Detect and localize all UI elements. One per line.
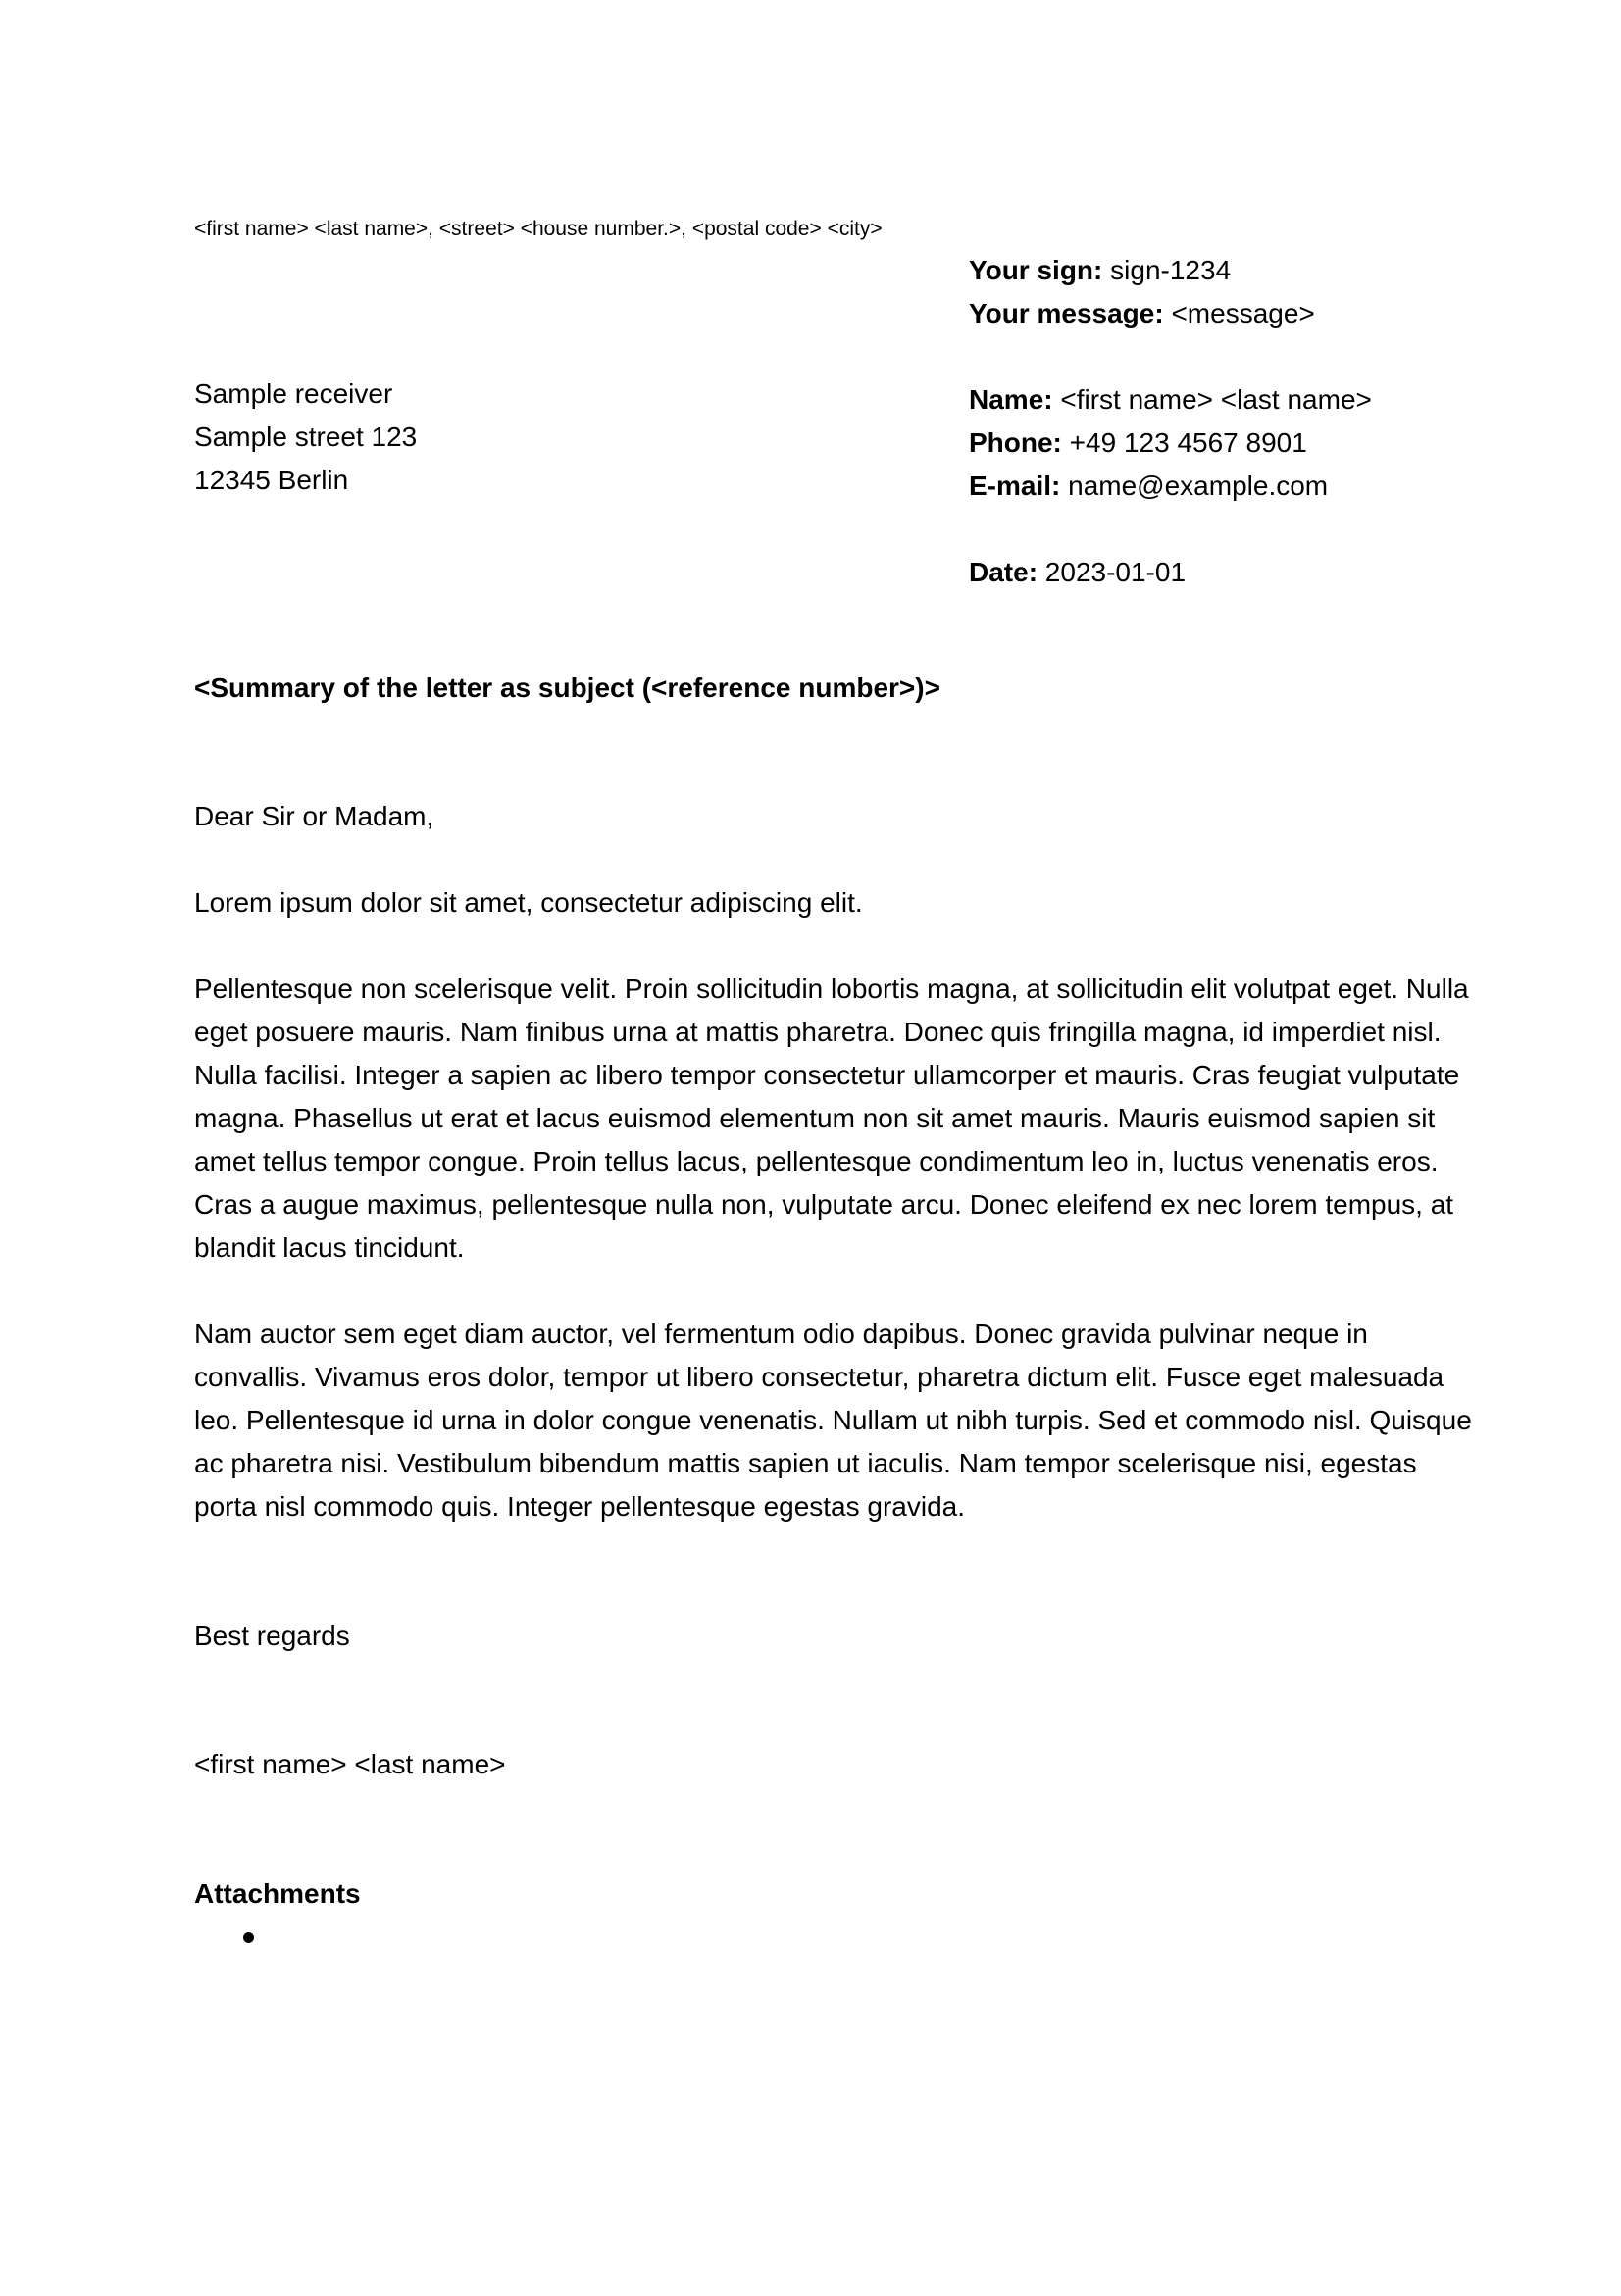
phone-row xyxy=(969,422,1372,465)
salutation: Dear Sir or Madam, xyxy=(194,801,434,831)
your-sign-value: sign-1234 xyxy=(1110,255,1232,285)
info-spacer xyxy=(969,335,1372,378)
closing: Best regards xyxy=(194,1621,350,1651)
attachments-heading: Attachments xyxy=(194,1878,361,1909)
bullet-icon xyxy=(243,1932,254,1943)
body-paragraph: Nam auctor sem eget diam auctor, vel fermentum odio dapibus. Donec gravida pulvinar neque in convallis. Vivamus eros dolor, tempor ut libero consectetur, pharetra dictum elit. Fusce eget malesuada leo. Pellentesque id urna in dolor congue venenatis. Nullam ut nibh turpis. Sed et commodo nisl. Quisque ac pharetra nisi. Vestibulum bibendum mattis sapien ut iaculis. Nam tempor scelerisque nisi, egestas porta nisl commodo quis. Integer pellentesque egestas gravida. xyxy=(194,1319,1472,1522)
your-message-label: Your message: xyxy=(969,298,1164,328)
sender-return-address: <first name> <last name>, <street> <house number.>, <postal code> <city> xyxy=(194,218,883,240)
recipient-name: Sample receiver xyxy=(194,378,393,409)
recipient-address xyxy=(194,373,417,502)
recipient-street: Sample street 123 xyxy=(194,422,418,452)
attachments-list xyxy=(194,1916,275,1959)
contact-name-label: Name: xyxy=(969,384,1053,415)
phone-label: Phone: xyxy=(969,427,1062,458)
email-label: E-mail: xyxy=(969,471,1061,501)
your-message-value: <message> xyxy=(1171,298,1315,328)
info-spacer xyxy=(969,508,1372,551)
your-message-row xyxy=(969,292,1372,335)
letter-body xyxy=(194,795,1481,1572)
your-sign-row xyxy=(969,249,1372,292)
date-row xyxy=(969,551,1372,594)
date-label: Date: xyxy=(969,557,1038,587)
contact-name-row xyxy=(969,378,1372,422)
letter-subject: <Summary of the letter as subject (<reference number>)> xyxy=(194,673,940,703)
recipient-city: 12345 Berlin xyxy=(194,465,349,495)
attachment-item xyxy=(194,1916,275,1959)
email-row xyxy=(969,465,1372,508)
signature-name: <first name> <last name> xyxy=(194,1749,506,1779)
your-sign-label: Your sign: xyxy=(969,255,1103,285)
email-value: name@example.com xyxy=(1068,471,1329,501)
body-paragraph: Pellentesque non scelerisque velit. Proin sollicitudin lobortis magna, at sollicitudin elit volutpat eget. Nulla eget posuere mauris. Nam finibus urna at mattis pharetra. Donec quis fringilla magna, id imperdiet nisl. Nulla facilisi. Integer a sapien ac libero tempor consectetur ullamcorper et mauris. Cras feugiat vulputate magna. Phasellus ut erat et lacus euismod elementum non sit amet mauris. Mauris euismod sapien sit amet tellus tempor congue. Proin tellus lacus, pellentesque condimentum leo in, luctus venenatis eros. Cras a augue maximus, pellentesque nulla non, vulputate arcu. Donec eleifend ex nec lorem tempus, at blandit lacus tincidunt. xyxy=(194,973,1469,1263)
info-block xyxy=(969,249,1372,594)
body-paragraph: Lorem ipsum dolor sit amet, consectetur adipiscing elit. xyxy=(194,887,863,918)
contact-name-value: <first name> <last name> xyxy=(1060,384,1372,415)
phone-value: +49 123 4567 8901 xyxy=(1069,427,1307,458)
date-value: 2023-01-01 xyxy=(1044,557,1187,587)
